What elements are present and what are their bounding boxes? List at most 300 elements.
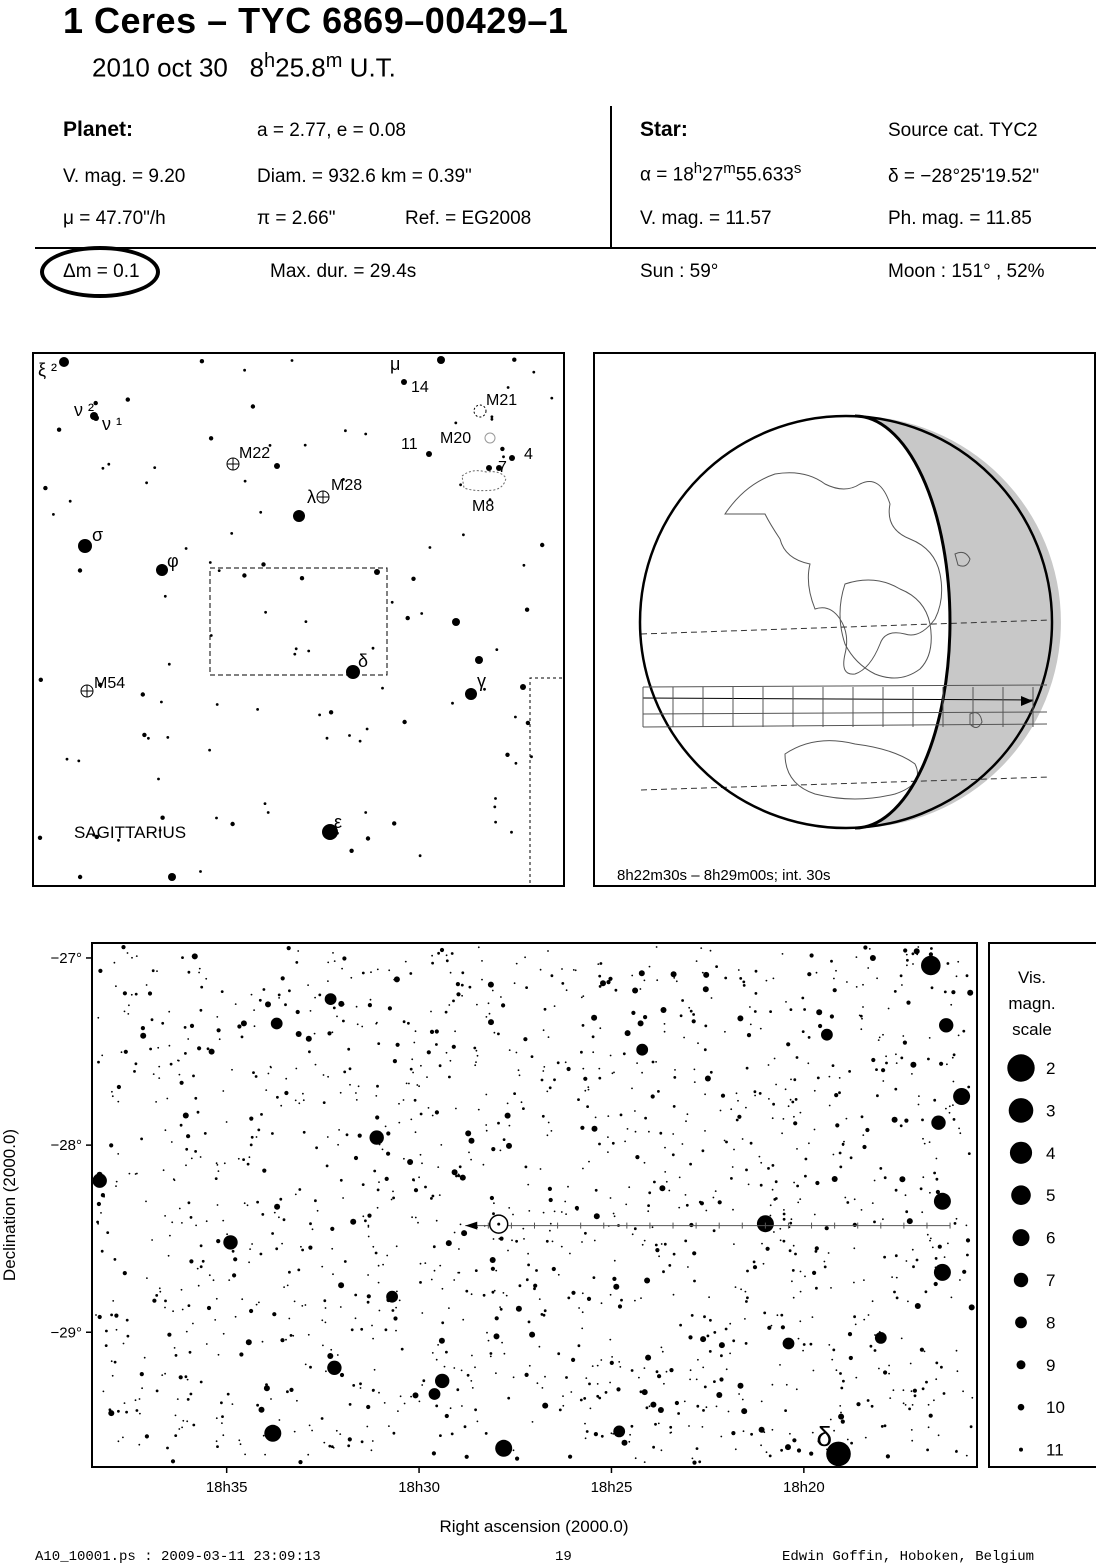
finder-star	[465, 688, 477, 700]
chart-star	[855, 1377, 857, 1379]
chart-star	[548, 1122, 550, 1124]
chart-star	[430, 1011, 432, 1013]
chart-star	[632, 988, 638, 994]
chart-star	[309, 1222, 312, 1225]
chart-star	[392, 1309, 395, 1312]
chart-star	[280, 1338, 284, 1342]
chart-star	[403, 1158, 405, 1160]
chart-star	[929, 1414, 933, 1418]
chart-star	[767, 1167, 770, 1170]
chart-star	[780, 1449, 783, 1452]
chart-star	[657, 1090, 660, 1093]
chart-star	[140, 1138, 143, 1141]
chart-star	[956, 1350, 958, 1352]
chart-star	[495, 1316, 499, 1320]
chart-star	[644, 980, 646, 982]
chart-star	[461, 1230, 467, 1236]
chart-star	[739, 977, 742, 980]
finder-star	[495, 648, 498, 651]
chart-bright-star	[821, 1029, 833, 1041]
chart-star	[420, 1263, 422, 1265]
chart-star	[246, 1339, 252, 1345]
chart-star	[367, 1301, 370, 1304]
chart-star	[832, 1064, 835, 1067]
finder-star	[164, 595, 167, 598]
chart-star	[962, 1030, 965, 1033]
chart-star	[631, 1088, 633, 1090]
chart-star	[439, 1434, 442, 1437]
chart-star	[431, 962, 434, 965]
chart-star	[623, 1052, 626, 1055]
chart-star	[175, 1354, 178, 1357]
chart-star	[673, 1105, 676, 1108]
chart-star	[194, 1097, 197, 1100]
chart-star	[477, 1421, 479, 1423]
chart-star	[966, 1254, 969, 1257]
legend-marker	[1015, 1317, 1027, 1329]
chart-star	[929, 1192, 931, 1194]
chart-star	[801, 997, 804, 1000]
chart-star	[274, 1212, 276, 1214]
chart-star	[270, 1066, 272, 1068]
chart-star	[171, 1141, 173, 1143]
chart-star	[856, 956, 858, 958]
chart-star	[242, 1158, 245, 1161]
chart-star	[861, 1115, 864, 1118]
chart-star	[862, 1006, 864, 1008]
chart-star	[478, 1109, 480, 1111]
chart-star	[666, 1371, 668, 1373]
chart-star	[217, 1028, 221, 1032]
chart-star	[135, 1062, 138, 1065]
chart-star	[539, 1298, 541, 1300]
chart-star	[454, 1030, 456, 1032]
chart-star	[557, 1061, 560, 1064]
chart-star	[783, 1118, 785, 1120]
chart-star	[221, 1422, 223, 1424]
chart-star	[206, 1220, 208, 1222]
chart-star	[181, 1222, 183, 1224]
chart-star	[217, 1164, 219, 1166]
chart-star	[448, 1076, 451, 1079]
chart-star	[639, 970, 645, 976]
chart-star	[958, 1128, 960, 1130]
finder-star	[185, 547, 188, 550]
chart-star	[307, 984, 309, 986]
chart-star	[664, 1023, 666, 1025]
chart-star	[500, 996, 502, 998]
finder-star	[326, 737, 329, 740]
chart-star	[554, 1211, 556, 1213]
chart-star	[561, 982, 564, 985]
chart-star	[774, 1058, 776, 1060]
chart-delta-label: δ	[816, 1420, 833, 1452]
chart-star	[128, 1004, 130, 1006]
chart-star	[468, 1152, 470, 1154]
chart-star	[951, 1297, 953, 1299]
chart-star	[439, 1265, 441, 1267]
finder-star	[420, 612, 423, 615]
chart-star	[332, 1031, 334, 1033]
chart-star	[158, 1066, 160, 1068]
chart-star	[944, 991, 947, 994]
chart-star	[597, 1365, 599, 1367]
chart-star	[836, 1369, 838, 1371]
finder-star	[452, 618, 460, 626]
chart-star	[413, 1042, 415, 1044]
chart-star	[853, 1247, 855, 1249]
chart-star	[485, 1124, 487, 1126]
chart-star	[362, 1215, 364, 1217]
info-divider-horizontal	[35, 247, 1096, 249]
chart-star	[608, 977, 612, 981]
chart-star	[272, 1312, 276, 1316]
chart-star	[576, 1208, 579, 1211]
chart-star	[180, 1124, 183, 1127]
legend-title: magn.	[1008, 994, 1056, 1013]
chart-star	[129, 1173, 131, 1175]
chart-star	[475, 1269, 478, 1272]
legend-value: 7	[1046, 1271, 1056, 1290]
chart-star	[415, 1030, 417, 1032]
chart-star	[719, 1342, 725, 1348]
chart-star	[694, 1081, 696, 1083]
chart-star	[328, 1445, 331, 1448]
chart-star	[728, 1411, 730, 1413]
chart-star	[646, 1406, 649, 1409]
chart-star	[559, 1409, 562, 1412]
chart-star	[676, 980, 678, 982]
chart-star	[213, 1279, 215, 1281]
chart-star	[448, 1004, 450, 1006]
chart-star	[704, 1386, 707, 1389]
chart-star	[285, 1339, 287, 1341]
chart-star	[372, 1440, 374, 1442]
chart-star	[795, 1098, 798, 1101]
chart-star	[297, 1269, 300, 1272]
chart-star	[771, 1325, 773, 1327]
legend-value: 9	[1046, 1355, 1056, 1375]
chart-star	[790, 1099, 792, 1101]
chart-star	[716, 1392, 722, 1398]
chart-star	[598, 1397, 601, 1400]
chart-star	[906, 1001, 910, 1005]
chart-star	[582, 995, 584, 997]
chart-star	[407, 1159, 413, 1165]
chart-star	[702, 972, 704, 974]
chart-star	[952, 1057, 954, 1059]
chart-star	[798, 1338, 800, 1340]
chart-star	[704, 1025, 707, 1028]
chart-star	[421, 1162, 423, 1164]
chart-star	[567, 1297, 570, 1300]
chart-star	[552, 1241, 554, 1243]
chart-star	[644, 1117, 647, 1120]
finder-star	[550, 397, 553, 400]
chart-star	[516, 1052, 518, 1054]
chart-star	[451, 1433, 454, 1436]
chart-star	[873, 1221, 876, 1224]
chart-star	[962, 1390, 964, 1392]
chart-star	[367, 1214, 371, 1218]
chart-star	[848, 1332, 852, 1336]
chart-star	[200, 1009, 203, 1012]
chart-star	[682, 1143, 684, 1145]
chart-star	[900, 1057, 903, 1060]
chart-star	[435, 1043, 438, 1046]
chart-star	[428, 1107, 430, 1109]
chart-star	[570, 1391, 572, 1393]
chart-star	[587, 1086, 589, 1088]
finder-star	[475, 656, 483, 664]
chart-star	[187, 1038, 189, 1040]
chart-star	[889, 1397, 891, 1399]
chart-star	[189, 1259, 193, 1263]
chart-star	[265, 1089, 267, 1091]
chart-star	[781, 1132, 783, 1134]
chart-star	[928, 1426, 930, 1428]
chart-star	[112, 1375, 114, 1377]
chart-star	[342, 956, 346, 960]
chart-star	[855, 1324, 857, 1326]
chart-star	[525, 986, 528, 989]
chart-star	[367, 1294, 371, 1298]
chart-star	[359, 1382, 362, 1385]
chart-star	[442, 1288, 444, 1290]
chart-star	[185, 1164, 187, 1166]
finder-star	[494, 797, 497, 800]
chart-star	[860, 1028, 862, 1030]
chart-star	[916, 954, 918, 956]
chart-star	[709, 1350, 712, 1353]
y-tick-label: −28°	[50, 1137, 82, 1155]
chart-star	[796, 1056, 799, 1059]
chart-star	[610, 1361, 614, 1365]
chart-star	[439, 1194, 441, 1196]
chart-star	[330, 1227, 334, 1231]
chart-star	[601, 1302, 603, 1304]
chart-star	[870, 1345, 873, 1348]
finder-star	[293, 653, 296, 656]
chart-star	[486, 1332, 488, 1334]
chart-star	[905, 1210, 908, 1213]
chart-star	[944, 1256, 946, 1258]
chart-star	[101, 1250, 104, 1253]
chart-star	[721, 1094, 725, 1098]
chart-star	[446, 959, 449, 962]
chart-star	[793, 1297, 795, 1299]
chart-star	[760, 1184, 763, 1187]
chart-star	[411, 1216, 413, 1218]
chart-star	[276, 1096, 279, 1099]
chart-star	[896, 1277, 898, 1279]
chart-star	[668, 1264, 671, 1267]
chart-star	[255, 1075, 258, 1078]
chart-star	[204, 1132, 207, 1135]
chart-star	[164, 1215, 166, 1217]
chart-star	[181, 1427, 183, 1429]
chart-star	[926, 1449, 929, 1452]
chart-star	[362, 1183, 365, 1186]
chart-star	[453, 1279, 455, 1281]
chart-star	[828, 1252, 830, 1254]
chart-star	[567, 1186, 569, 1188]
chart-star	[586, 1105, 589, 1108]
chart-star	[456, 1388, 459, 1391]
chart-star	[640, 988, 642, 990]
chart-star	[754, 1010, 757, 1013]
chart-star	[244, 1454, 246, 1456]
chart-star	[967, 1086, 970, 1089]
chart-star	[791, 1218, 793, 1220]
chart-star	[456, 992, 460, 996]
chart-star	[95, 1314, 97, 1316]
finder-star	[216, 703, 219, 706]
chart-star	[970, 1425, 973, 1428]
chart-star	[718, 1200, 722, 1204]
chart-star	[645, 1355, 651, 1361]
chart-star	[283, 1286, 285, 1288]
chart-star	[325, 1307, 327, 1309]
chart-star	[164, 1373, 166, 1375]
finder-star	[199, 870, 202, 873]
chart-star	[664, 1243, 667, 1246]
chart-star	[809, 1452, 813, 1456]
chart-star	[465, 1455, 469, 1459]
chart-star	[689, 1163, 692, 1166]
chart-star	[745, 1169, 748, 1172]
chart-star	[340, 1306, 342, 1308]
chart-star	[219, 1038, 221, 1040]
chart-star	[831, 1359, 833, 1361]
finder-star	[78, 539, 92, 553]
chart-star	[527, 1264, 530, 1267]
chart-star	[742, 1138, 744, 1140]
chart-star	[111, 1091, 113, 1093]
chart-star	[469, 1138, 475, 1144]
chart-star	[354, 1294, 357, 1297]
chart-star	[470, 1159, 472, 1161]
chart-star	[500, 1150, 502, 1152]
chart-star	[850, 1356, 853, 1359]
chart-star	[420, 1113, 423, 1116]
chart-star	[805, 1158, 808, 1161]
finder-star	[209, 436, 213, 440]
chart-star	[703, 986, 709, 992]
chart-star	[939, 1062, 943, 1066]
chart-star	[780, 1314, 783, 1317]
chart-star	[569, 1253, 571, 1255]
chart-bright-star	[931, 1116, 945, 1130]
finder-star	[157, 778, 160, 781]
chart-star	[161, 1022, 164, 1025]
chart-star	[523, 1238, 525, 1240]
chart-star	[705, 1210, 707, 1212]
chart-star	[549, 1086, 552, 1089]
chart-star	[140, 1033, 146, 1039]
chart-star	[582, 1311, 584, 1313]
chart-star	[355, 1092, 357, 1094]
chart-star	[593, 1276, 596, 1279]
chart-star	[916, 1259, 919, 1262]
chart-star	[253, 1009, 255, 1011]
chart-star	[333, 1007, 336, 1010]
chart-star	[687, 1266, 689, 1268]
chart-star	[315, 1146, 318, 1149]
chart-star	[804, 1175, 807, 1178]
chart-star	[928, 1404, 930, 1406]
chart-star	[371, 1325, 373, 1327]
chart-star	[922, 1138, 924, 1140]
chart-star	[584, 1232, 587, 1235]
chart-star	[546, 1091, 548, 1093]
chart-star	[922, 1387, 925, 1390]
finder-star	[491, 418, 494, 421]
chart-star	[763, 1263, 765, 1265]
chart-star	[688, 1007, 690, 1009]
chart-star	[796, 1148, 798, 1150]
finder-star	[502, 455, 505, 458]
chart-star	[373, 1170, 376, 1173]
chart-star	[539, 1346, 541, 1348]
chart-star	[911, 1440, 913, 1442]
chart-star	[223, 1333, 225, 1335]
chart-star	[900, 974, 903, 977]
planet-orbit: a = 2.77, e = 0.08	[257, 120, 406, 141]
chart-star	[611, 1432, 613, 1434]
chart-bright-star	[934, 1264, 951, 1281]
chart-star	[440, 948, 444, 952]
chart-star	[759, 1156, 761, 1158]
chart-star	[194, 1150, 197, 1153]
chart-star	[696, 1405, 699, 1408]
chart-star	[797, 1448, 801, 1452]
legend-value: 4	[1046, 1143, 1056, 1163]
finder-star	[509, 455, 515, 461]
star-phmag: Ph. mag. = 11.85	[888, 208, 1032, 229]
chart-star	[264, 1385, 270, 1391]
chart-star	[411, 1058, 413, 1060]
chart-star	[200, 1265, 203, 1268]
finder-star	[264, 802, 267, 805]
chart-star	[658, 1423, 660, 1425]
chart-star	[256, 1304, 258, 1306]
chart-star	[105, 1344, 108, 1347]
chart-star	[475, 1061, 477, 1063]
chart-star	[166, 1098, 168, 1100]
chart-star	[542, 1115, 545, 1118]
chart-star	[135, 1399, 137, 1401]
chart-star	[800, 1112, 802, 1114]
chart-star	[824, 1261, 826, 1263]
chart-star	[544, 1376, 546, 1378]
chart-star	[288, 1318, 290, 1320]
chart-star	[490, 1352, 493, 1355]
chart-star	[598, 975, 601, 978]
chart-star	[343, 1004, 345, 1006]
chart-star	[692, 1019, 696, 1023]
chart-star	[590, 1408, 592, 1410]
chart-star	[829, 1076, 831, 1078]
chart-star	[117, 1085, 121, 1089]
finder-star	[38, 836, 42, 840]
chart-star	[283, 1218, 286, 1221]
label-7: 7	[498, 459, 507, 476]
chart-star	[575, 969, 577, 971]
chart-star	[853, 1315, 856, 1318]
chart-star	[946, 1063, 948, 1065]
chart-star	[491, 1267, 495, 1271]
